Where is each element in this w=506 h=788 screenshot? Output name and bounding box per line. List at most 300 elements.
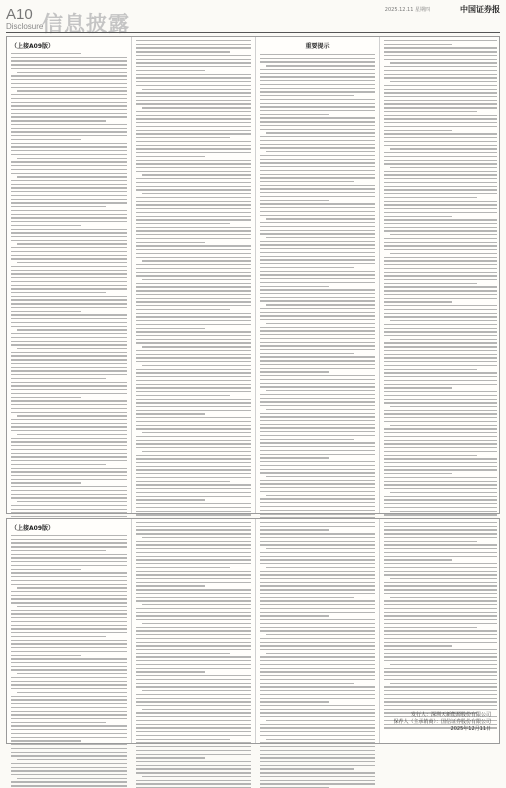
text-line (260, 330, 375, 331)
text-line (260, 604, 375, 605)
text-line (384, 701, 497, 702)
text-line (384, 249, 497, 250)
text-line (11, 400, 127, 401)
text-line (260, 80, 375, 81)
header-rule (6, 32, 500, 33)
text-line (260, 735, 375, 736)
text-line (384, 335, 497, 336)
text-line (136, 339, 251, 340)
text-line (136, 81, 251, 82)
text-line (136, 529, 251, 530)
text-line (384, 171, 497, 172)
text-line (384, 526, 497, 527)
text-line (260, 671, 375, 672)
text-line (260, 147, 375, 148)
text-line (136, 731, 251, 732)
text-line (11, 449, 127, 450)
text-line (136, 514, 251, 515)
text-line (11, 363, 127, 364)
text-line (11, 550, 106, 551)
text-line (384, 301, 452, 302)
text-line (11, 438, 127, 439)
text-line (384, 197, 477, 198)
text-line (11, 576, 127, 577)
text-line (266, 151, 375, 152)
text-line (384, 522, 497, 523)
text-line (11, 236, 127, 237)
text-line (11, 296, 127, 297)
continued-from-label: （上接A09版） (11, 525, 54, 532)
text-line (11, 542, 127, 543)
text-line (260, 379, 375, 380)
text-line (136, 507, 251, 508)
text-line (384, 612, 497, 613)
text-line (384, 548, 497, 549)
text-line (266, 390, 375, 391)
text-line (136, 727, 251, 728)
text-line (260, 233, 375, 234)
text-line (142, 690, 251, 691)
text-line (136, 96, 251, 97)
text-line (260, 574, 375, 575)
text-line (136, 399, 251, 400)
text-line (384, 324, 497, 325)
text-line (266, 567, 375, 568)
text-line (384, 484, 497, 485)
text-line (136, 301, 251, 302)
text-line (11, 285, 127, 286)
text-line (17, 606, 127, 607)
text-line (384, 89, 497, 90)
text-line (11, 554, 127, 555)
text-line (260, 192, 375, 193)
lower-column-2 (131, 519, 255, 743)
text-line (11, 412, 127, 413)
text-line (136, 608, 251, 609)
text-line (11, 651, 127, 652)
text-line (11, 370, 127, 371)
text-line (260, 394, 375, 395)
text-line (260, 510, 375, 511)
text-line (11, 229, 127, 230)
text-line (136, 694, 251, 695)
text-line (136, 481, 230, 482)
text-line (136, 447, 251, 448)
text-line (384, 656, 497, 657)
text-line (384, 130, 452, 131)
text-line (260, 61, 375, 62)
text-line (260, 244, 375, 245)
issuer-signature (393, 712, 491, 733)
text-line (11, 60, 127, 61)
text-line (11, 150, 127, 151)
text-line (136, 772, 251, 773)
text-line (136, 578, 251, 579)
text-line (136, 186, 251, 187)
text-line (136, 499, 205, 500)
text-line (390, 664, 497, 665)
text-line (136, 541, 251, 542)
text-line (136, 309, 230, 310)
text-line (260, 338, 375, 339)
text-line (11, 636, 106, 637)
text-line (136, 410, 251, 411)
text-line (11, 131, 127, 132)
text-line (11, 725, 127, 726)
text-line (142, 776, 251, 777)
text-line (11, 98, 127, 99)
text-line (11, 124, 127, 125)
text-line (260, 578, 375, 579)
newspaper-name: 中国证券报 (460, 4, 500, 14)
text-line (136, 313, 251, 314)
text-line (11, 53, 81, 54)
text-line (136, 212, 251, 213)
text-line (260, 267, 354, 268)
text-line (260, 698, 375, 699)
text-line (136, 746, 251, 747)
lower-column-4 (379, 519, 501, 743)
issuer-line: 发行人：深圳天新能源股份有限公司 (410, 712, 491, 718)
text-line (260, 274, 375, 275)
text-line (136, 597, 251, 598)
continued-from-label: （上接A09版） (11, 43, 54, 50)
text-line (260, 727, 375, 728)
text-line (260, 315, 375, 316)
text-line (260, 181, 354, 182)
text-line (11, 385, 127, 386)
text-line (136, 189, 251, 190)
text-line (11, 737, 127, 738)
text-line (11, 591, 127, 592)
notice-block-lower (6, 518, 500, 744)
text-line (260, 248, 375, 249)
text-line (11, 621, 127, 622)
text-line (11, 128, 127, 129)
text-line (136, 141, 251, 142)
text-line (260, 185, 375, 186)
text-line (11, 546, 127, 547)
text-line (260, 155, 375, 156)
text-line (142, 451, 251, 452)
text-line (17, 692, 127, 693)
text-line (11, 426, 127, 427)
text-line (11, 539, 127, 540)
text-line (266, 653, 375, 654)
text-line (136, 148, 251, 149)
text-line (260, 241, 375, 242)
text-line (11, 232, 127, 233)
text-line (136, 757, 205, 758)
text-line (136, 372, 251, 373)
text-block (384, 40, 497, 583)
text-line (136, 298, 251, 299)
text-line (384, 428, 497, 429)
text-line (260, 498, 375, 499)
text-line (384, 413, 497, 414)
text-line (384, 582, 497, 583)
text-line (136, 74, 251, 75)
text-line (136, 122, 251, 123)
text-line (260, 405, 375, 406)
text-line (11, 299, 127, 300)
text-line (136, 615, 251, 616)
text-line (17, 90, 127, 91)
text-line (136, 320, 251, 321)
text-line (17, 158, 127, 159)
text-line (136, 630, 251, 631)
text-line (266, 237, 375, 238)
text-line (142, 604, 251, 605)
text-line (384, 208, 497, 209)
text-line (384, 462, 497, 463)
text-line (17, 262, 127, 263)
text-line (136, 286, 251, 287)
text-line (11, 505, 127, 506)
text-line (260, 645, 375, 646)
text-line (260, 529, 329, 530)
text-line (11, 393, 127, 394)
text-line (384, 100, 497, 101)
text-line (384, 503, 497, 504)
text-line (136, 77, 251, 78)
text-line (384, 567, 497, 568)
text-line (384, 537, 497, 538)
text-line (260, 731, 375, 732)
text-line (260, 776, 375, 777)
text-line (384, 421, 497, 422)
text-line (384, 313, 497, 314)
text-line (260, 630, 375, 631)
text-line (136, 567, 230, 568)
upper-column-3 (255, 37, 379, 513)
text-line (11, 322, 127, 323)
text-line (384, 55, 497, 56)
text-line (390, 511, 497, 512)
text-line (136, 589, 251, 590)
section-english: Disclosure (6, 22, 44, 31)
text-line (384, 369, 477, 370)
text-line (384, 115, 497, 116)
text-line (11, 490, 127, 491)
text-line (11, 83, 127, 84)
text-line (136, 574, 251, 575)
text-line (260, 642, 375, 643)
text-line (384, 417, 497, 418)
text-line (260, 110, 375, 111)
text-line (136, 178, 251, 179)
text-line (390, 597, 497, 598)
text-line (260, 615, 329, 616)
text-line (260, 513, 375, 514)
text-line (384, 619, 497, 620)
text-line (11, 255, 127, 256)
text-line (11, 139, 81, 140)
text-line (260, 461, 375, 462)
text-line (260, 541, 375, 542)
text-line (384, 290, 497, 291)
text-line (384, 51, 497, 52)
text-line (260, 282, 375, 283)
text-line (390, 425, 497, 426)
text-line (136, 440, 251, 441)
text-line (260, 144, 375, 145)
text-line (11, 303, 127, 304)
text-line (260, 327, 375, 328)
text-line (384, 387, 452, 388)
text-line (384, 141, 497, 142)
text-line (384, 193, 497, 194)
text-line (11, 311, 81, 312)
text-line (260, 446, 375, 447)
text-line (260, 91, 375, 92)
text-line (136, 208, 251, 209)
text-line (384, 85, 497, 86)
text-line (11, 497, 127, 498)
text-line (260, 571, 375, 572)
text-line (11, 423, 127, 424)
text-line (136, 137, 230, 138)
text-line (384, 227, 497, 228)
text-line (136, 421, 251, 422)
text-line (384, 432, 497, 433)
text-line (384, 103, 497, 104)
text-line (136, 111, 251, 112)
text-line (266, 495, 375, 496)
text-line (384, 156, 497, 157)
text-line (260, 136, 375, 137)
text-line (136, 216, 251, 217)
text-line (266, 65, 375, 66)
text-line (384, 615, 497, 616)
text-line (390, 406, 497, 407)
text-line (11, 647, 127, 648)
text-line (260, 675, 375, 676)
text-line (136, 585, 205, 586)
text-line (260, 690, 375, 691)
text-line (260, 293, 375, 294)
text-line (260, 259, 375, 260)
text-line (260, 424, 375, 425)
text-line (136, 272, 251, 273)
text-line (384, 260, 497, 261)
text-line (260, 582, 375, 583)
text-line (136, 473, 251, 474)
text-line (384, 384, 497, 385)
text-line (11, 572, 127, 573)
text-line (260, 300, 375, 301)
text-line (11, 210, 127, 211)
text-line (260, 656, 375, 657)
text-line (260, 58, 375, 59)
text-line (136, 238, 251, 239)
text-line (136, 712, 251, 713)
section-title: 信息披露 (42, 12, 130, 36)
text-line (384, 705, 497, 706)
text-line (11, 281, 127, 282)
text-line (260, 597, 354, 598)
text-line (260, 435, 375, 436)
text-line (260, 103, 375, 104)
text-line (384, 163, 497, 164)
text-line (11, 187, 127, 188)
text-line (11, 669, 127, 670)
text-line (136, 593, 251, 594)
text-line (260, 638, 375, 639)
text-line (260, 166, 375, 167)
text-line (11, 79, 127, 80)
text-line (11, 512, 127, 513)
text-line (11, 580, 127, 581)
text-line (260, 383, 375, 384)
text-line (11, 565, 127, 566)
text-line (260, 312, 375, 313)
text-line (11, 733, 127, 734)
text-line (384, 447, 497, 448)
text-line (136, 548, 251, 549)
text-line (136, 118, 251, 119)
text-line (136, 275, 251, 276)
text-line (136, 443, 251, 444)
text-line (260, 491, 375, 492)
text-line (384, 574, 497, 575)
text-line (136, 264, 251, 265)
text-line (384, 70, 497, 71)
text-line (136, 257, 251, 258)
text-line (384, 395, 497, 396)
text-line (260, 99, 375, 100)
text-line (384, 679, 497, 680)
text-line (384, 466, 497, 467)
text-line (384, 436, 497, 437)
text-line (11, 173, 127, 174)
text-line (11, 337, 127, 338)
text-line (260, 427, 375, 428)
text-line (136, 679, 251, 680)
text-line (11, 643, 127, 644)
text-line (11, 662, 127, 663)
text-line (384, 316, 497, 317)
text-line (136, 145, 251, 146)
text-line (11, 146, 127, 147)
text-line (136, 780, 251, 781)
text-line (384, 593, 497, 594)
text-line (136, 406, 251, 407)
text-line (11, 102, 127, 103)
text-line (11, 247, 127, 248)
text-line (260, 780, 375, 781)
text-line (136, 492, 251, 493)
text-line (11, 763, 127, 764)
text-line (136, 197, 251, 198)
text-line (136, 234, 251, 235)
text-line (136, 92, 251, 93)
text-line (384, 122, 497, 123)
text-line (260, 480, 375, 481)
text-line (17, 243, 127, 244)
text-line (11, 116, 127, 117)
text-line (136, 204, 251, 205)
text-line (11, 258, 127, 259)
text-line (136, 484, 251, 485)
text-line (384, 541, 477, 542)
text-line (260, 709, 375, 710)
text-line (136, 40, 251, 41)
text-line (136, 294, 251, 295)
text-line (136, 649, 251, 650)
text-line (390, 339, 497, 340)
text-line (260, 319, 375, 320)
